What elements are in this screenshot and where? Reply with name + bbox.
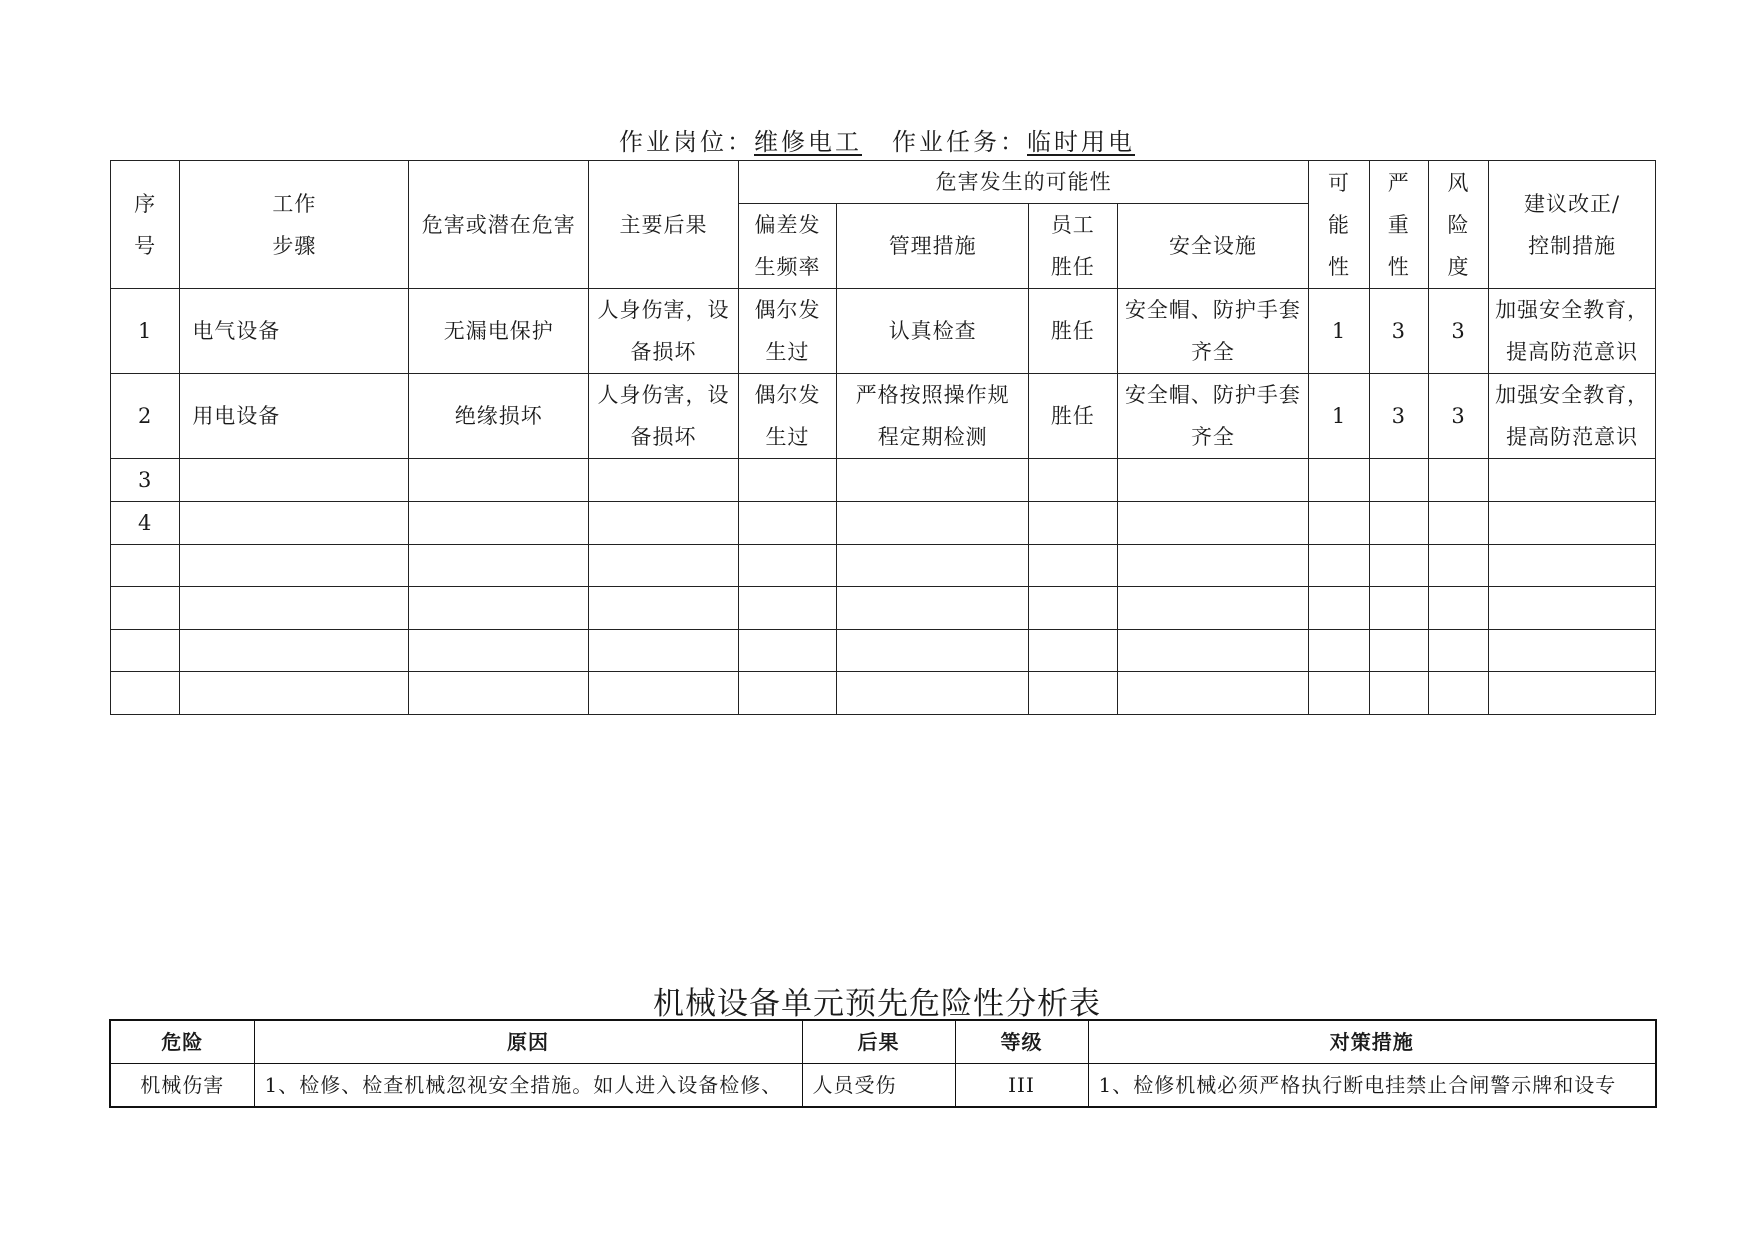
row-consequence: 人身伤害，设 备损坏 [589,374,739,459]
row-risk: 3 [1428,374,1488,459]
header-possibility-group: 危害发生的可能性 [738,161,1309,204]
header-no: 序 号 [111,161,180,289]
pha-header-row [110,1020,1656,1064]
pha-level: III [955,1064,1088,1108]
header-severity: 严 重 性 [1369,161,1428,289]
header-safety-facility: 安全设施 [1117,204,1309,289]
row-likelihood: 1 [1309,289,1369,374]
row-hazard: 绝缘损坏 [409,374,589,459]
table-row [111,374,1656,459]
row-severity: 3 [1369,289,1428,374]
row-likelihood: 1 [1309,374,1369,459]
table-row [111,545,1656,587]
row-advice: 加强安全教育， 提高防范意识 [1489,374,1656,459]
table-row [111,502,1656,545]
header-management: 管理措施 [837,204,1029,289]
row-management: 认真检查 [837,289,1029,374]
risk-assessment-table [110,160,1656,715]
pha-header-level: 等级 [955,1020,1088,1064]
post-label: 作业岗位： [619,128,754,156]
pha-header-measures: 对策措施 [1088,1020,1656,1064]
table-row [111,587,1656,630]
header-advice: 建议改正/ 控制措施 [1489,161,1656,289]
table-row [111,630,1656,672]
row-no: 3 [111,459,180,502]
job-header [0,122,1754,157]
header-row-1 [111,161,1656,204]
row-facility: 安全帽、防护手套 齐全 [1117,374,1309,459]
row-no: 1 [111,289,180,374]
header-deviation: 偏差发 生频率 [738,204,836,289]
row-staff: 胜任 [1029,374,1117,459]
pha-header-cause: 原因 [254,1020,802,1064]
pha-danger: 机械伤害 [110,1064,254,1108]
row-hazard: 无漏电保护 [409,289,589,374]
table-row [111,289,1656,374]
table-row [111,459,1656,502]
table-row [110,1064,1656,1108]
row-no: 4 [111,502,180,545]
header-step: 工作 步骤 [180,161,409,289]
pha-header-danger: 危险 [110,1020,254,1064]
task-label: 作业任务： [892,128,1027,156]
post-value: 维修电工 [754,128,862,156]
row-management: 严格按照操作规 程定期检测 [837,374,1029,459]
row-deviation: 偶尔发 生过 [738,374,836,459]
row-facility: 安全帽、防护手套 齐全 [1117,289,1309,374]
header-consequence: 主要后果 [589,161,739,289]
pha-table [109,1019,1657,1108]
row-no: 2 [111,374,180,459]
pha-measures: 1、检修机械必须严格执行断电挂禁止合闸警示牌和设专 [1088,1064,1656,1108]
header-staff: 员工 胜任 [1029,204,1117,289]
pha-cause: 1、检修、检查机械忽视安全措施。如人进入设备检修、 [254,1064,802,1108]
header-likelihood: 可 能 性 [1309,161,1369,289]
task-value: 临时用电 [1027,128,1135,156]
header-risk: 风 险 度 [1428,161,1488,289]
row-step: 电气设备 [180,289,409,374]
row-advice: 加强安全教育， 提高防范意识 [1489,289,1656,374]
pha-result: 人员受伤 [802,1064,955,1108]
row-step: 用电设备 [180,374,409,459]
row-deviation: 偶尔发 生过 [738,289,836,374]
pha-table-title: 机械设备单元预先危险性分析表 [653,986,1101,1022]
row-staff: 胜任 [1029,289,1117,374]
header-hazard: 危害或潜在危害 [409,161,589,289]
pha-header-result: 后果 [802,1020,955,1064]
row-severity: 3 [1369,374,1428,459]
row-consequence: 人身伤害，设 备损坏 [589,289,739,374]
table-row [111,672,1656,715]
row-risk: 3 [1428,289,1488,374]
